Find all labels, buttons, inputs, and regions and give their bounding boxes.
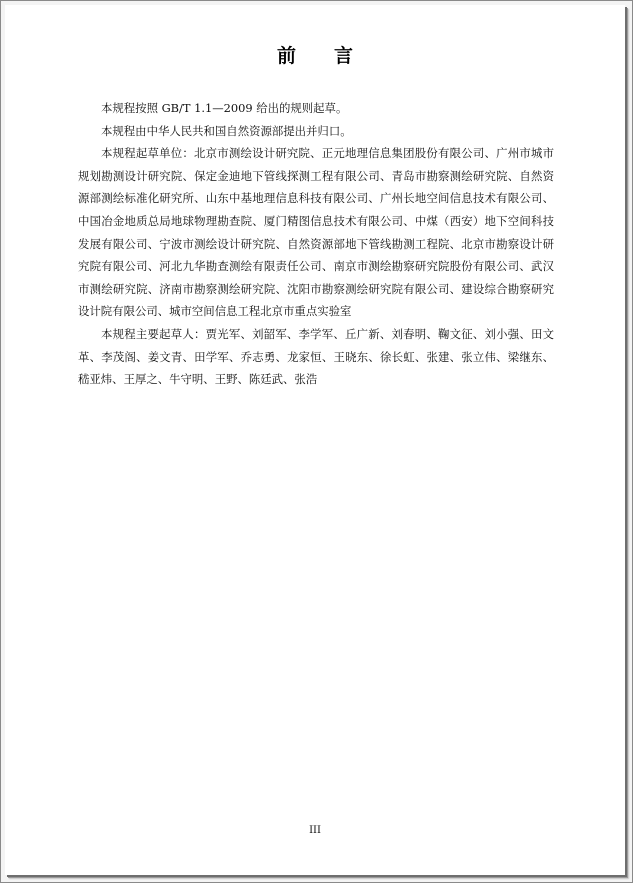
paragraph-drafters: 本规程主要起草人：贾光军、刘韶军、李学军、丘广新、刘春明、鞠文征、刘小强、田文革、李茂阁、姜文青、田学军、乔志勇、龙家恒、王晓东、徐长虹、张建、张立伟、梁继东、嵇亚炜、王厚之、牛守明、王野、陈廷武、张浩 [78, 326, 554, 387]
foreword-body [78, 97, 554, 391]
title-char-1: 前 [276, 45, 296, 67]
paragraph-drafting-units: 本规程起草单位：北京市测绘设计研究院、正元地理信息集团股份有限公司、广州市城市规划勘测设计研究院、保定金迪地下管线探测工程有限公司、青岛市勘察测绘研究院、自然资源部测绘标准化研究所、山东中基地理信息科技有限公司、广州长地空间信息技术有限公司、中国冶金地质总局地球物理勘查院、厦门精图信息技术有限公司、中煤（西安）地下空间科技发展有限公司、宁波市测绘设计研究院、自然资源部地下管线勘测工程院、北京市勘察设计研究院有限公司、河北九华勘查测绘有限责任公司、南京市测绘勘察研究院股份有限公司、武汉市测绘研究院、济南市勘察测绘研究院、沈阳市勘察测绘研究院有限公司、建设综合勘察研究设计院有限公司、城市空间信息工程北京市重点实验室 [78, 146, 554, 319]
paragraph-proposer: 本规程由中华人民共和国自然资源部提出并归口。 [101, 123, 352, 138]
paragraph-drafting-rules: 本规程按照 GB/T 1.1—2009 给出的规则起草。 [101, 101, 348, 115]
document-page [5, 5, 625, 875]
page-title [5, 41, 625, 68]
page-number: III [309, 825, 321, 836]
title-char-2: 言 [334, 45, 354, 67]
